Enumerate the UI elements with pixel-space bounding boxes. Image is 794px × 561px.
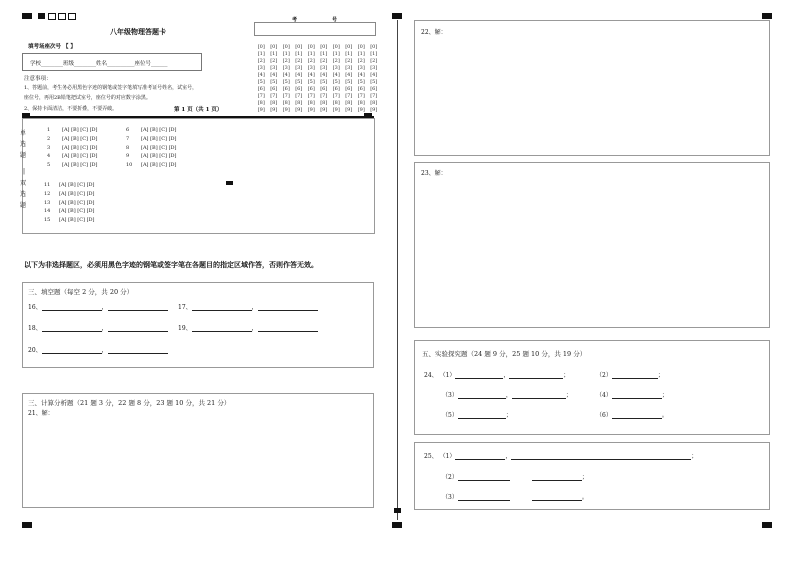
number-bubble[interactable]: [5] — [332, 79, 340, 85]
number-bubble[interactable]: [6] — [270, 86, 278, 92]
number-bubble[interactable]: [1] — [357, 51, 365, 57]
question-17[interactable]: 17、 ， — [178, 302, 318, 311]
number-bubble[interactable]: [0] — [307, 44, 315, 50]
corner-mark — [392, 522, 402, 528]
number-bubble[interactable]: [1] — [295, 51, 303, 57]
corner-mark — [22, 522, 32, 528]
number-bubble[interactable]: [7] — [332, 93, 340, 99]
number-bubble[interactable]: [3] — [320, 65, 328, 71]
notice-title: 注意事项： — [24, 76, 52, 82]
number-bubble[interactable]: [9] — [282, 107, 290, 113]
q24-part3[interactable]: （3） ， ； — [442, 392, 572, 399]
exp-section-title: 五、实验探究题（24 题 9 分，25 题 10 分，共 19 分） — [422, 350, 587, 358]
number-bubble[interactable]: [5] — [357, 79, 365, 85]
choice-question-number: 1 — [47, 127, 51, 133]
corner-mark — [762, 13, 772, 19]
number-bubble[interactable]: [9] — [332, 107, 340, 113]
number-bubble[interactable]: [3] — [270, 65, 278, 71]
q25-part3[interactable]: （3） 。 — [442, 494, 588, 501]
choice-options[interactable]: [A] [B] [C] [D] — [141, 127, 177, 133]
number-bubble[interactable]: [4] — [370, 72, 378, 78]
number-bubble[interactable]: [7] — [295, 93, 303, 99]
number-bubble[interactable]: [0] — [320, 44, 328, 50]
choice-options[interactable]: [A] [B] [C] [D] — [141, 153, 177, 160]
question-21: 21、解： — [28, 410, 54, 417]
number-bubble[interactable]: [6] — [257, 86, 265, 92]
number-bubble[interactable]: [0] — [295, 44, 303, 50]
notice-2: 2、保持卡面清洁，不要折叠，不要弄破。 — [24, 106, 118, 112]
number-bubble[interactable]: [4] — [357, 72, 365, 78]
choice-question-number: 11 — [44, 182, 51, 188]
number-bubble[interactable]: [9] — [295, 107, 303, 113]
number-bubble[interactable]: [2] — [257, 58, 265, 64]
choice-options[interactable]: [A] [B] [C] [D] — [59, 182, 95, 188]
choice-question-number: 9 — [126, 153, 130, 160]
choice-question-number: 14 — [44, 208, 51, 215]
number-bubble[interactable]: [1] — [282, 51, 290, 57]
number-bubble[interactable]: [9] — [270, 107, 278, 113]
number-bubble[interactable]: [6] — [370, 86, 378, 92]
number-bubble[interactable]: [5] — [270, 79, 278, 85]
calc-section-title: 三、计算分析题（21 题 3 分，22 题 8 分，23 题 10 分，共 21 分） — [28, 399, 231, 407]
number-bubble[interactable]: [3] — [257, 65, 265, 71]
number-bubble[interactable]: [3] — [295, 65, 303, 71]
number-bubble[interactable]: [9] — [370, 107, 378, 113]
number-bubble[interactable]: [5] — [282, 79, 290, 85]
number-bubble[interactable]: [2] — [357, 58, 365, 64]
question-18[interactable]: 18、 ， — [28, 323, 168, 332]
choice-mark — [226, 181, 233, 185]
number-bubble[interactable]: [6] — [332, 86, 340, 92]
choice-question-number: 12 — [44, 190, 51, 197]
number-bubble[interactable]: [6] — [357, 86, 365, 92]
number-bubble[interactable]: [3] — [307, 65, 315, 71]
q25-part1[interactable]: 25、 （1） ， ； — [424, 453, 698, 460]
number-bubble[interactable]: [4] — [270, 72, 278, 78]
number-bubble[interactable]: [1] — [307, 51, 315, 57]
number-bubble[interactable]: [7] — [345, 93, 353, 99]
side-label-double: 双选题 — [20, 180, 27, 209]
number-bubble[interactable]: [6] — [307, 86, 315, 92]
number-bubble[interactable]: [3] — [282, 65, 290, 71]
number-bubble[interactable]: [8] — [332, 100, 340, 106]
number-grid-row — [255, 65, 380, 72]
number-bubble[interactable]: [9] — [257, 107, 265, 113]
q22-box[interactable] — [414, 20, 770, 156]
choice-question-number: 6 — [126, 127, 130, 133]
number-bubble[interactable]: [7] — [270, 93, 278, 99]
number-bubble[interactable]: [8] — [282, 100, 290, 106]
choice-options[interactable]: [A] [B] [C] [D] — [62, 162, 98, 169]
check-square — [68, 13, 76, 20]
exam-number-grid[interactable] — [255, 44, 380, 114]
question-16[interactable]: 16、 ， — [28, 302, 168, 311]
choice-question-number: 7 — [126, 135, 130, 142]
number-bubble[interactable]: [6] — [320, 86, 328, 92]
side-divider: | — [23, 168, 26, 175]
choice-options[interactable]: [A] [B] [C] [D] — [59, 190, 95, 197]
number-bubble[interactable]: [5] — [370, 79, 378, 85]
exam-number-label: 考 — [292, 17, 298, 23]
number-bubble[interactable]: [8] — [295, 100, 303, 106]
number-bubble[interactable]: [8] — [370, 100, 378, 106]
choice-question-number: 10 — [126, 162, 133, 169]
number-bubble[interactable]: [7] — [357, 93, 365, 99]
number-bubble[interactable]: [0] — [370, 44, 378, 50]
number-grid-row — [255, 93, 380, 100]
number-bubble[interactable]: [5] — [320, 79, 328, 85]
number-bubble[interactable]: [2] — [320, 58, 328, 64]
corner-mark — [392, 13, 402, 19]
number-bubble[interactable]: [4] — [282, 72, 290, 78]
number-bubble[interactable]: [9] — [307, 107, 315, 113]
number-bubble[interactable]: [4] — [257, 72, 265, 78]
number-bubble[interactable]: [7] — [307, 93, 315, 99]
number-bubble[interactable]: [9] — [320, 107, 328, 113]
corner-mark — [38, 13, 45, 19]
number-bubble[interactable]: [3] — [370, 65, 378, 71]
number-bubble[interactable]: [7] — [370, 93, 378, 99]
q24-part2[interactable]: （2） ； — [596, 372, 664, 379]
corner-mark — [762, 522, 772, 528]
number-bubble[interactable]: [7] — [320, 93, 328, 99]
number-bubble[interactable]: [0] — [345, 44, 353, 50]
number-bubble[interactable]: [6] — [345, 86, 353, 92]
number-bubble[interactable]: [1] — [270, 51, 278, 57]
page-divider — [397, 20, 398, 520]
choice-options[interactable]: [A] [B] [C] [D] — [62, 144, 98, 151]
choice-options[interactable]: [A] [B] [C] [D] — [59, 208, 95, 215]
number-bubble[interactable]: [2] — [370, 58, 378, 64]
check-square — [48, 13, 56, 20]
number-bubble[interactable]: [1] — [345, 51, 353, 57]
number-grid-row — [255, 58, 380, 65]
number-bubble[interactable]: [4] — [320, 72, 328, 78]
number-bubble[interactable]: [5] — [345, 79, 353, 85]
calc-section-box[interactable] — [22, 393, 374, 508]
choice-options[interactable]: [A] [B] [C] [D] — [141, 135, 177, 142]
question-19[interactable]: 19、 ， — [178, 323, 318, 332]
number-bubble[interactable]: [6] — [295, 86, 303, 92]
fill-section-title: 三、填空题（每空 2 分，共 20 分） — [28, 288, 134, 296]
number-grid-row — [255, 51, 380, 58]
question-20[interactable]: 20、 ， — [28, 345, 168, 354]
choice-options[interactable]: [A] [B] [C] [D] — [62, 127, 98, 133]
side-label-single: 单选题 — [20, 130, 27, 159]
choice-options[interactable]: [A] [B] [C] [D] — [141, 162, 177, 169]
exam-number-label-2: 号 — [332, 17, 338, 23]
number-bubble[interactable]: [1] — [320, 51, 328, 57]
number-bubble[interactable]: [5] — [295, 79, 303, 85]
choice-question-number: 8 — [126, 144, 130, 151]
q25-part2[interactable]: （2） ； — [442, 474, 588, 481]
choice-options[interactable]: [A] [B] [C] [D] — [59, 199, 95, 206]
number-bubble[interactable]: [0] — [282, 44, 290, 50]
q24-part1[interactable]: 24、 （1） ， ； — [424, 372, 570, 379]
number-bubble[interactable]: [2] — [282, 58, 290, 64]
choice-question-number: 2 — [47, 135, 51, 142]
fill-label: 填考场座次号 【 】 — [28, 44, 76, 50]
number-bubble[interactable]: [2] — [270, 58, 278, 64]
number-bubble[interactable]: [8] — [320, 100, 328, 106]
number-grid-row — [255, 86, 380, 93]
number-bubble[interactable]: [5] — [257, 79, 265, 85]
number-bubble[interactable]: [7] — [257, 93, 265, 99]
choice-options[interactable]: [A] [B] [C] [D] — [59, 217, 95, 224]
number-bubble[interactable]: [8] — [345, 100, 353, 106]
divider-mark — [394, 508, 401, 513]
number-bubble[interactable]: [8] — [307, 100, 315, 106]
number-bubble[interactable]: [0] — [357, 44, 365, 50]
number-bubble[interactable]: [0] — [332, 44, 340, 50]
number-bubble[interactable]: [1] — [257, 51, 265, 57]
q23-box[interactable] — [414, 162, 770, 328]
corner-mark — [22, 13, 32, 19]
choice-question-number: 3 — [47, 144, 51, 151]
number-bubble[interactable]: [4] — [295, 72, 303, 78]
student-info[interactable]: 学校________班级________姓名__________座位号______ — [30, 61, 168, 67]
choice-options[interactable]: [A] [B] [C] [D] — [62, 153, 98, 160]
choice-options[interactable]: [A] [B] [C] [D] — [62, 135, 98, 142]
number-bubble[interactable]: [4] — [332, 72, 340, 78]
q24-part4[interactable]: （4） ； — [596, 392, 668, 399]
number-bubble[interactable]: [9] — [357, 107, 365, 113]
choice-question-number: 13 — [44, 199, 51, 206]
page-title: 八年级物理答题卡 — [110, 27, 166, 36]
notice-1: 1、答题前，考生务必用黑色字迹的钢笔或签字笔填写准考证号姓名，试室号， — [24, 85, 198, 91]
number-bubble[interactable]: [8] — [357, 100, 365, 106]
number-grid-row — [255, 107, 380, 114]
number-bubble[interactable]: [5] — [307, 79, 315, 85]
number-bubble[interactable]: [8] — [257, 100, 265, 106]
number-bubble[interactable]: [6] — [282, 86, 290, 92]
question-23: 23、解： — [421, 170, 447, 177]
number-grid-row — [255, 72, 380, 79]
number-bubble[interactable]: [2] — [332, 58, 340, 64]
number-bubble[interactable]: [3] — [345, 65, 353, 71]
choice-question-number: 5 — [47, 162, 51, 169]
number-grid-row — [255, 44, 380, 51]
number-grid-row — [255, 100, 380, 107]
number-bubble[interactable]: [4] — [307, 72, 315, 78]
number-bubble[interactable]: [1] — [332, 51, 340, 57]
exam-number-box — [254, 22, 376, 36]
number-bubble[interactable]: [7] — [282, 93, 290, 99]
number-bubble[interactable]: [3] — [357, 65, 365, 71]
q24-part5[interactable]: （5） ； — [442, 412, 512, 419]
number-bubble[interactable]: [0] — [257, 44, 265, 50]
choice-question-number: 15 — [44, 217, 51, 224]
number-bubble[interactable]: [0] — [270, 44, 278, 50]
question-22: 22、解： — [421, 29, 447, 36]
number-bubble[interactable]: [8] — [270, 100, 278, 106]
number-bubble[interactable]: [9] — [345, 107, 353, 113]
check-square — [58, 13, 66, 20]
number-bubble[interactable]: [2] — [295, 58, 303, 64]
choice-options[interactable]: [A] [B] [C] [D] — [141, 144, 177, 151]
number-bubble[interactable]: [2] — [345, 58, 353, 64]
choice-question-number: 4 — [47, 153, 51, 160]
number-bubble[interactable]: [2] — [307, 58, 315, 64]
notice-1b: 座位号，再用2B铅笔把试室号，座位号的对应数字涂黑。 — [24, 95, 151, 101]
number-bubble[interactable]: [3] — [332, 65, 340, 71]
nonchoice-notice: 以下为非选择题区，必须用黑色字迹的钢笔或签字笔在各题目的指定区域作答，否则作答无效。 — [24, 260, 318, 269]
number-bubble[interactable]: [4] — [345, 72, 353, 78]
q24-part6[interactable]: （6） 。 — [596, 412, 668, 419]
page-info: 第 1 页（共 1 页） — [174, 107, 223, 113]
number-bubble[interactable]: [1] — [370, 51, 378, 57]
number-grid-row — [255, 79, 380, 86]
